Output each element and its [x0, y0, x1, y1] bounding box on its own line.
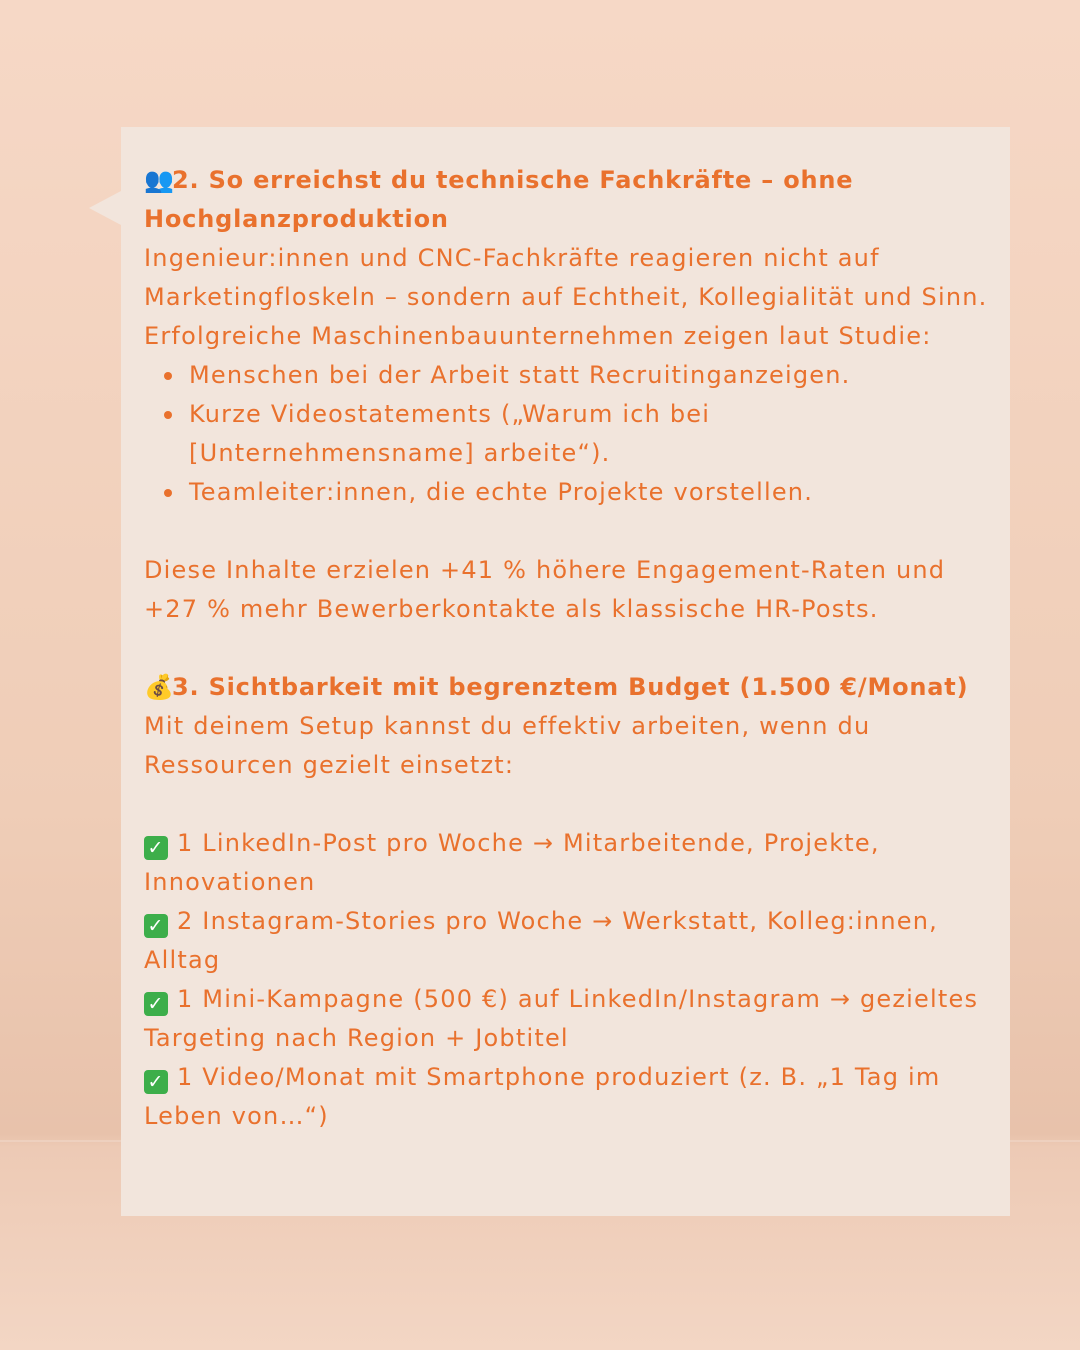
section-3-heading-text: 3. Sichtbarkeit mit begrenztem Budget (1.500 €/Monat): [172, 673, 969, 701]
section-2-study-line: Erfolgreiche Maschinenbauunternehmen zeigen laut Studie:: [144, 322, 932, 350]
bullet-item: Menschen bei der Arbeit statt Recruitinganzeigen.: [189, 356, 990, 395]
section-3-heading: [144, 668, 990, 707]
spacer: [144, 785, 990, 824]
checklist-item: [144, 902, 990, 980]
section-2-heading: [144, 161, 990, 239]
section-2-heading-text: 2. So erreichst du technische Fachkräfte – ohne Hochglanzproduktion: [144, 166, 854, 233]
section-2-result: Diese Inhalte erzielen +41 % höhere Engagement-Raten und +27 % mehr Bewerberkontakte als klassische HR-Posts.: [144, 556, 946, 623]
bullet-item: Kurze Videostatements („Warum ich bei [Unternehmensname] arbeite“).: [189, 395, 990, 473]
check-mark-icon: ✓: [144, 992, 168, 1016]
bullet-item: Teamleiter:innen, die echte Projekte vorstellen.: [189, 473, 990, 512]
money-bag-icon: 💰: [144, 673, 175, 701]
section-2-bullet-list: [144, 356, 990, 512]
checklist-item-text: 2 Instagram-Stories pro Woche → Werkstatt, Kolleg:innen, Alltag: [144, 907, 938, 974]
checklist-item-text: 1 Mini-Kampagne (500 €) auf LinkedIn/Instagram → gezieltes Targeting nach Region + Jobtitel: [144, 985, 979, 1052]
section-2-intro: Ingenieur:innen und CNC-Fachkräfte reagieren nicht auf Marketingfloskeln – sondern auf Echtheit, Kollegialität und Sinn.: [144, 244, 988, 311]
checklist-item: [144, 980, 990, 1058]
checklist-item-text: 1 LinkedIn-Post pro Woche → Mitarbeitende, Projekte, Innovationen: [144, 829, 880, 896]
check-mark-icon: ✓: [144, 914, 168, 938]
speech-bubble-tail: [89, 191, 121, 225]
checklist-item-text: 1 Video/Monat mit Smartphone produziert (z. B. „1 Tag im Leben von…“): [144, 1063, 941, 1130]
section-3-intro: Mit deinem Setup kannst du effektiv arbeiten, wenn du Ressourcen gezielt einsetzt:: [144, 712, 871, 779]
spacer: [144, 512, 990, 551]
check-mark-icon: ✓: [144, 836, 168, 860]
checklist-item: [144, 824, 990, 902]
check-mark-icon: ✓: [144, 1070, 168, 1094]
people-icon: 👥: [144, 166, 175, 194]
content-card: [121, 127, 1010, 1216]
checklist-item: [144, 1058, 990, 1136]
spacer: [144, 629, 990, 668]
